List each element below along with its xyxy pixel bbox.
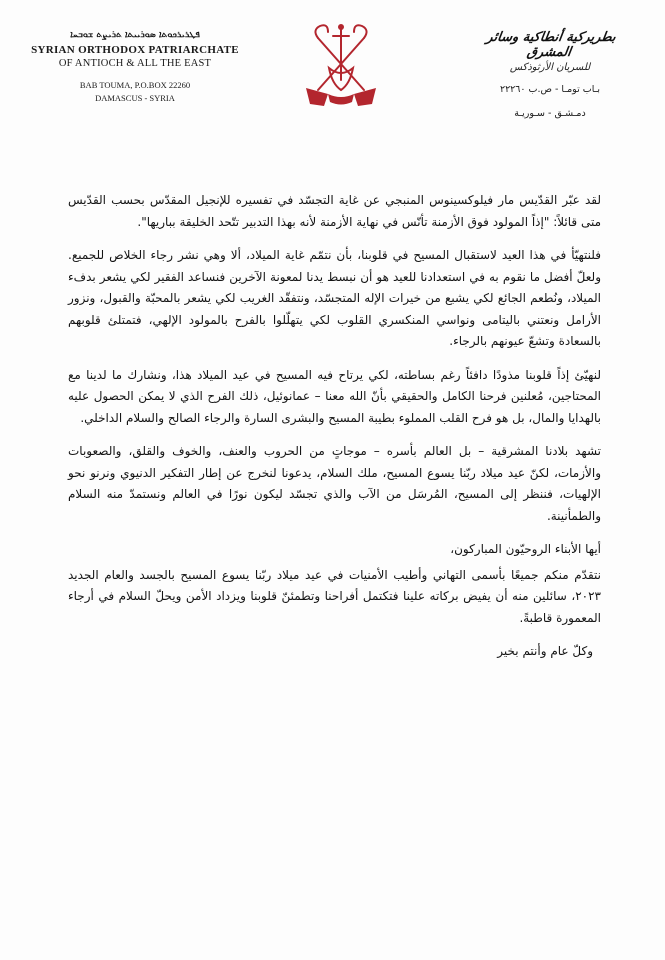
address-line-1: BAB TOUMA, P.O.BOX 22260 [79,80,191,90]
patriarchate-title: SYRIAN ORTHODOX PATRIARCHATE [31,44,239,56]
paragraph-3: لنهيّئ إذاً قلوبنا مذودًا دافئاً رغم بساطته، لكي يرتاح فيه المسيح في عيد الميلاد هذا، ونشارك ما لدينا مع المحتاجين، مُعلنين فرحنا الكامل والحقيقي بأنّ الله معنا – عمانوئيل، ذلك الفرح الذي لا يمكن الحصول عليه بالهدايا والمال، بل هو فرح القلب المملوء بطيبة المسيح والبشرى السارة والرجاء الصالح والسلام الداخلي. [68,367,601,425]
letterhead-english [30,30,240,105]
paragraph-address: أيها الأبناء الروحيّون المباركون، [450,542,601,556]
syriac-header: ܦܛܪܝܪܟܘܬܐ ܣܘܪܝܝܬܐ ܬܪܝܨܬ ܫܘܒܚܐ [70,30,200,40]
paragraph-4: تشهد بلادنا المشرقية – بل العالم بأسره – موجاتٍ من الحروب والعنف، والخوف والقلق، والصعوبات والأزمات، لكنّ عيد ميلاد ربّنا يسوع المسيح، ملك السلام، يدعونا لنخرج عن إطار التفكير الدنيوي ونرنو نحو الإلهيات، فننظر إلى المسيح، المُرسَل من الآب والذي تجسّد ليكون نورًا في العالم ونستمدّ منه السلام والطمأنينة. [68,444,601,523]
patriarchate-subtitle: OF ANTIOCH & ALL THE EAST [58,58,212,69]
letterhead-arabic [465,30,635,121]
arabic-calligraphy-subtitle: للسريان الأرثوذكس [509,62,591,73]
address-line-2: DAMASCUS - SYRIA [95,93,175,103]
arabic-calligraphy-title: بطريركية أنطاكية وسائر المشرق [485,30,617,60]
paragraph-1: لقد عبّر القدّيس مار فيلوكسينوس المنبجي عن غاية التجسّد في تفسيره للإنجيل المقدّس بحسب القدّيس متى قائلاً: "إذاً المولود فوق الأزمنة تأنّس في نهاية الأزمنة لأنه بهذا التدبير تتّحد الخليقة بباريها". [68,193,601,229]
arabic-address-line-1: بـاب تومـا - ص.ب ٢٢٢٦٠ [499,84,601,95]
paragraph-2: فلنتهيّأ في هذا العيد لاستقبال المسيح في قلوبنا، بأن نتمّم غاية الميلاد، ألا وهي نشر رجاء الخلاص للجميع. ولعلّ أفضل ما نقوم به في استعدادنا للعيد هو أن نبسط يدنا لمعونة الآخرين فنساعد الفقير لكي يشعر بدفء الميلاد، ونُطعم الجائع لكي يشبع من خيرات الإله المتجسّد، ونتفقّد الغريب لكي يشعر بالمحبّة والقبول، ونزور الأرامل ونعتني باليتامى ونواسي المنكسري القلوب لكي يتهلّلوا بالفرح بالمولود الإلهي، فتمتلئ قلوبهم بالسعادة وتشعّ عيونهم بالرجاء. [68,248,601,348]
arabic-address-line-2: دمـشـق - سـوريـة [514,108,586,119]
closing-line: وكلّ عام وأنتم بخير [497,644,593,658]
letter-body [68,190,601,663]
paragraph-5: نتقدّم منكم جميعًا بأسمى التهاني وأطيب الأمنيات في عيد ميلاد ربّنا يسوع المسيح بالجسد والعام الجديد ٢٠٢٣، سائلين منه أن يفيض بركاته علينا فتكتمل أفراحنا وتطمئنّ قلوبنا ويزداد الأمن ويحلّ السلام في أرجاء المعمورة قاطبةً. [68,567,601,625]
patriarchate-emblem-icon [298,20,384,110]
